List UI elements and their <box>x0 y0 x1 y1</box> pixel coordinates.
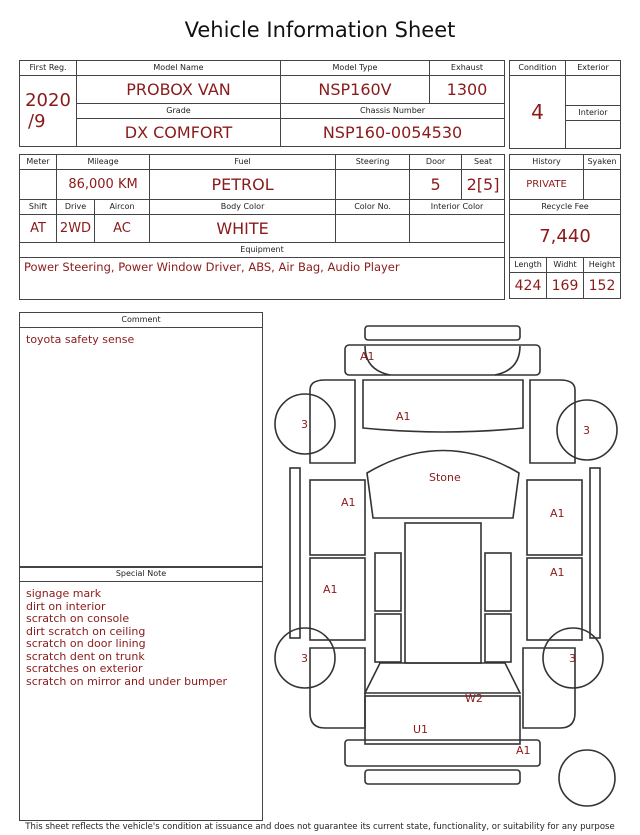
meter-label: Meter <box>20 155 57 170</box>
length-label: Length <box>510 258 547 273</box>
comment-label: Comment <box>20 313 262 328</box>
special-note-line: dirt scratch on ceiling <box>26 624 146 638</box>
special-note-line: signage mark <box>26 587 102 600</box>
page-title: Vehicle Information Sheet <box>184 18 456 42</box>
color-no-label: Color No. <box>336 200 410 215</box>
rear-bottom-bar <box>365 770 520 784</box>
shift-label: Shift <box>20 200 57 215</box>
mark-right-rear-door: A1 <box>550 566 565 579</box>
headlight-right <box>495 346 520 375</box>
left-front-fender <box>310 380 355 463</box>
first-reg-cell <box>20 76 77 147</box>
height-value: 152 <box>584 273 621 299</box>
interior-value <box>566 121 621 149</box>
recycle-fee-label: Recycle Fee <box>510 200 621 215</box>
recycle-fee-value: 7,440 <box>510 215 621 258</box>
grade-label: Grade <box>77 104 281 119</box>
special-note-line: scratch dent on trunk <box>26 649 145 663</box>
right-front-window <box>485 553 511 611</box>
special-note-line: dirt on interior <box>26 599 106 613</box>
car-diagram <box>265 318 635 820</box>
left-rear-window <box>375 614 401 662</box>
front-top-bar <box>365 326 520 340</box>
exterior-label: Exterior <box>566 61 621 76</box>
aircon-value: AC <box>95 215 150 243</box>
left-sill <box>290 468 300 638</box>
mark-left-front-fender: A1 <box>341 496 356 509</box>
special-note-line: scratch on door lining <box>26 637 146 650</box>
mark-rear-glass: W2 <box>465 692 483 705</box>
steering-value <box>336 170 410 200</box>
exhaust-label: Exhaust <box>430 61 505 76</box>
left-front-window <box>375 553 401 611</box>
comment-box <box>19 312 263 568</box>
aircon-label: Aircon <box>95 200 150 215</box>
special-note-line: scratch on mirror and under bumper <box>26 674 228 688</box>
first-reg-label: First Reg. <box>20 61 77 76</box>
left-front-door <box>310 480 365 555</box>
drive-value: 2WD <box>57 215 95 243</box>
right-front-fender <box>530 380 575 463</box>
drive-label: Drive <box>57 200 95 215</box>
equipment-label: Equipment <box>20 243 505 258</box>
mark-windshield: Stone <box>429 471 461 484</box>
equipment-value: Power Steering, Power Window Driver, ABS, Air Bag, Audio Player <box>20 258 505 300</box>
seat-label: Seat <box>462 155 505 170</box>
door-label: Door <box>410 155 462 170</box>
mark-tire-rear-left: 3 <box>301 652 308 665</box>
meter-value <box>20 170 57 200</box>
right-rear-window <box>485 614 511 662</box>
chassis-value: NSP160-0054530 <box>281 119 505 147</box>
mark-rear-panel: U1 <box>413 723 429 736</box>
model-type-label: Model Type <box>281 61 430 76</box>
grade-value: DX COMFORT <box>77 119 281 147</box>
vehicle-spec-table <box>19 154 505 300</box>
interior-label: Interior <box>566 106 621 121</box>
footer-disclaimer: This sheet reflects the vehicle's condition at issuance and does not guarantee its current state, functionality, or suitability for any purpose <box>25 822 615 832</box>
mark-bonnet: A1 <box>396 410 411 423</box>
body-color-label: Body Color <box>150 200 336 215</box>
special-note-line: scratches on exterior <box>26 662 143 675</box>
height-label: Height <box>584 258 621 273</box>
syaken-label: Syaken <box>584 155 621 170</box>
mark-rear-bumper: A1 <box>516 744 531 757</box>
mileage-value: 86,000 KM <box>57 170 150 200</box>
history-value: PRIVATE <box>510 170 584 200</box>
first-reg-year: 2020 <box>25 90 71 111</box>
condition-value: 4 <box>510 76 566 149</box>
shift-value: AT <box>20 215 57 243</box>
special-note-box <box>19 566 263 821</box>
rear-panel <box>365 696 520 744</box>
fuel-value: PETROL <box>150 170 336 200</box>
windshield <box>367 451 519 519</box>
width-label: Widht <box>547 258 584 273</box>
model-type-value: NSP160V <box>281 76 430 104</box>
mark-tire-rear-right: 3 <box>569 652 576 665</box>
spare-tire <box>559 750 615 806</box>
model-name-value: PROBOX VAN <box>77 76 281 104</box>
model-name-label: Model Name <box>77 61 281 76</box>
exhaust-value: 1300 <box>430 76 505 104</box>
door-value: 5 <box>410 170 462 200</box>
exterior-value <box>566 76 621 106</box>
roof <box>405 523 481 663</box>
mark-tire-front-right: 3 <box>583 424 590 437</box>
vehicle-main-table <box>19 60 505 147</box>
mark-left-rear-door: A1 <box>323 583 338 596</box>
special-note-line: scratch on console <box>26 612 130 625</box>
rear-glass <box>365 663 520 693</box>
left-rear-quarter <box>310 648 365 728</box>
comment-text: toyota safety sense <box>26 333 135 346</box>
width-value: 169 <box>547 273 584 299</box>
chassis-label: Chassis Number <box>281 104 505 119</box>
seat-value: 2[5] <box>462 170 505 200</box>
length-value: 424 <box>510 273 547 299</box>
color-no-value <box>336 215 410 243</box>
interior-color-label: Interior Color <box>410 200 505 215</box>
body-color-value: WHITE <box>150 215 336 243</box>
special-note-list <box>20 582 262 694</box>
condition-label: Condition <box>510 61 566 76</box>
syaken-value <box>584 170 621 200</box>
fuel-label: Fuel <box>150 155 336 170</box>
right-sill <box>590 468 600 638</box>
mark-tire-front-left: 3 <box>301 418 308 431</box>
special-note-label: Special Note <box>20 567 262 582</box>
mileage-label: Mileage <box>57 155 150 170</box>
left-rear-door <box>310 558 365 640</box>
mark-right-front-door: A1 <box>550 507 565 520</box>
steering-label: Steering <box>336 155 410 170</box>
history-table <box>509 154 621 299</box>
bonnet <box>363 380 523 432</box>
mark-front-bumper: A1 <box>360 350 375 363</box>
condition-table <box>509 60 621 149</box>
first-reg-month: /9 <box>28 111 46 132</box>
history-label: History <box>510 155 584 170</box>
interior-color-value <box>410 215 505 243</box>
